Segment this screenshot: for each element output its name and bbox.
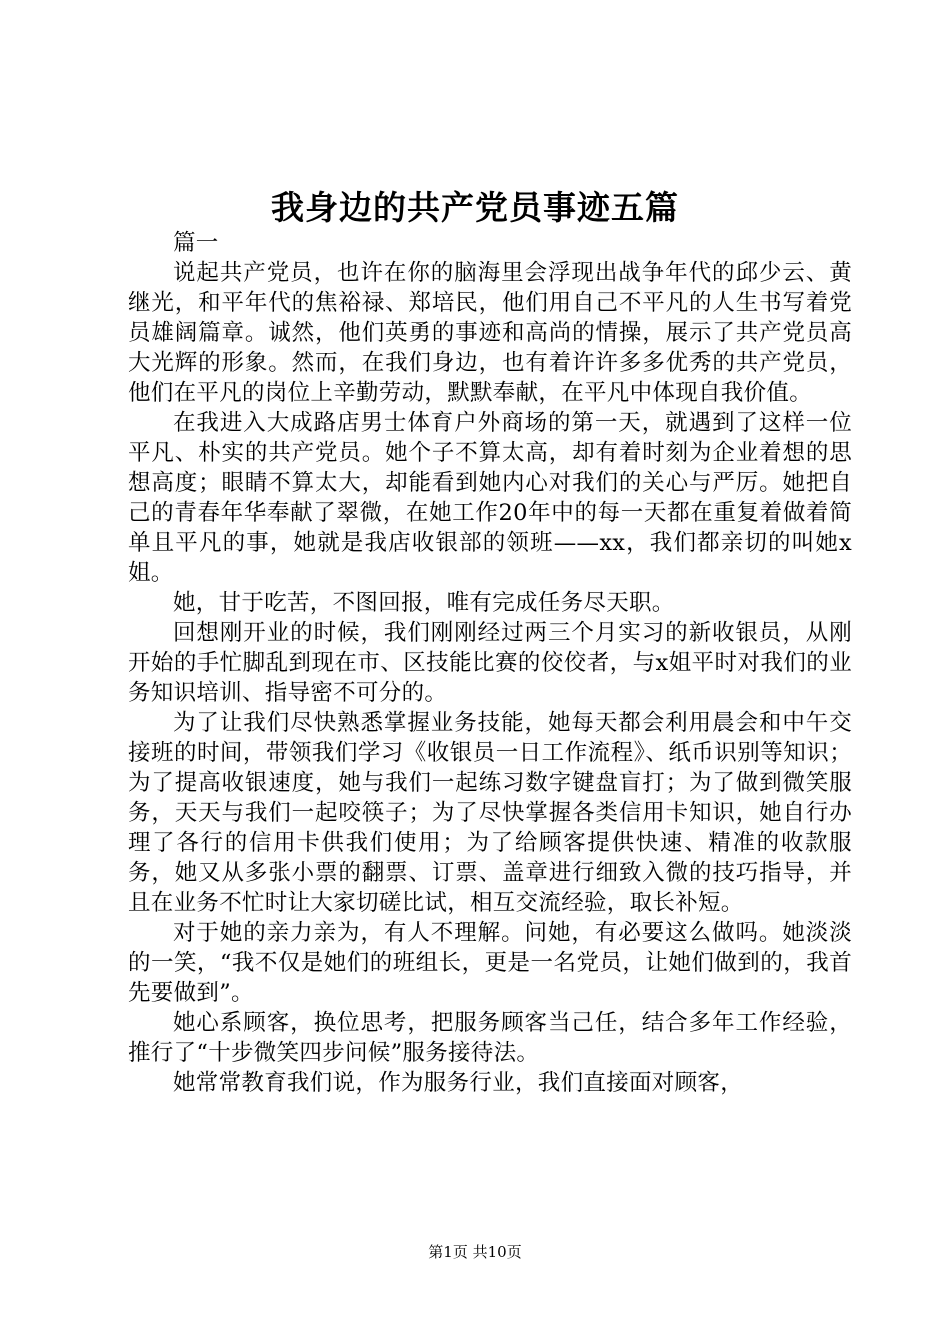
document-body	[128, 228, 852, 1098]
paragraph: 她心系顾客，换位思考，把服务顾客当己任，结合多年工作经验，推行了“十步微笑四步问候”服务接待法。	[128, 1010, 852, 1066]
paragraph: 说起共产党员，也许在你的脑海里会浮现出战争年代的邱少云、黄继光，和平年代的焦裕禄、郑培民，他们用自己不平凡的人生书写着党员雄阔篇章。诚然，他们英勇的事迹和高尚的情操，展示了共产党员高大光辉的形象。然而，在我们身边，也有着许许多多优秀的共产党员，他们在平凡的岗位上辛勤劳动，默默奉献，在平凡中体现自我价值。	[128, 260, 852, 406]
page-footer: 第1页 共10页	[428, 1243, 522, 1261]
document-title: 我身边的共产党员事迹五篇	[271, 188, 679, 227]
paragraph: 她常常教育我们说，作为服务行业，我们直接面对顾客，	[173, 1070, 744, 1096]
paragraph: 对于她的亲力亲为，有人不理解。问她，有必要这么做吗。她淡淡的一笑，“我不仅是她们的班组长，更是一名党员，让她们做到的，我首先要做到”。	[128, 920, 852, 1006]
paragraph: 在我进入大成路店男士体育户外商场的第一天，就遇到了这样一位平凡、朴实的共产党员。她个子不算太高，却有着时刻为企业着想的思想高度；眼睛不算太大，却能看到她内心对我们的关心与严厉。她把自己的青春年华奉献了翠微，在她工作20年中的每一天都在重复着做着简单且平凡的事，她就是我店收银部的领班——xx，我们都亲切的叫她x姐。	[128, 410, 852, 586]
paragraph: 为了让我们尽快熟悉掌握业务技能，她每天都会利用晨会和中午交接班的时间，带领我们学习《收银员一日工作流程》、纸币识别等知识；为了提高收银速度，她与我们一起练习数字键盘盲打；为了做到微笑服务，天天与我们一起咬筷子；为了尽快掌握各类信用卡知识，她自行办理了各行的信用卡供我们使用；为了给顾客提供快速、精准的收款服务，她又从多张小票的翻票、订票、盖章进行细致入微的技巧指导，并且在业务不忙时让大家切磋比试，相互交流经验，取长补短。	[128, 710, 852, 916]
paragraph: 她，甘于吃苦，不图回报，唯有完成任务尽天职。	[173, 590, 675, 616]
paragraph: 篇一	[173, 230, 219, 256]
paragraph: 回想刚开业的时候，我们刚刚经过两三个月实习的新收银员，从刚开始的手忙脚乱到现在市、区技能比赛的佼佼者，与x姐平时对我们的业务知识培训、指导密不可分的。	[128, 620, 852, 706]
